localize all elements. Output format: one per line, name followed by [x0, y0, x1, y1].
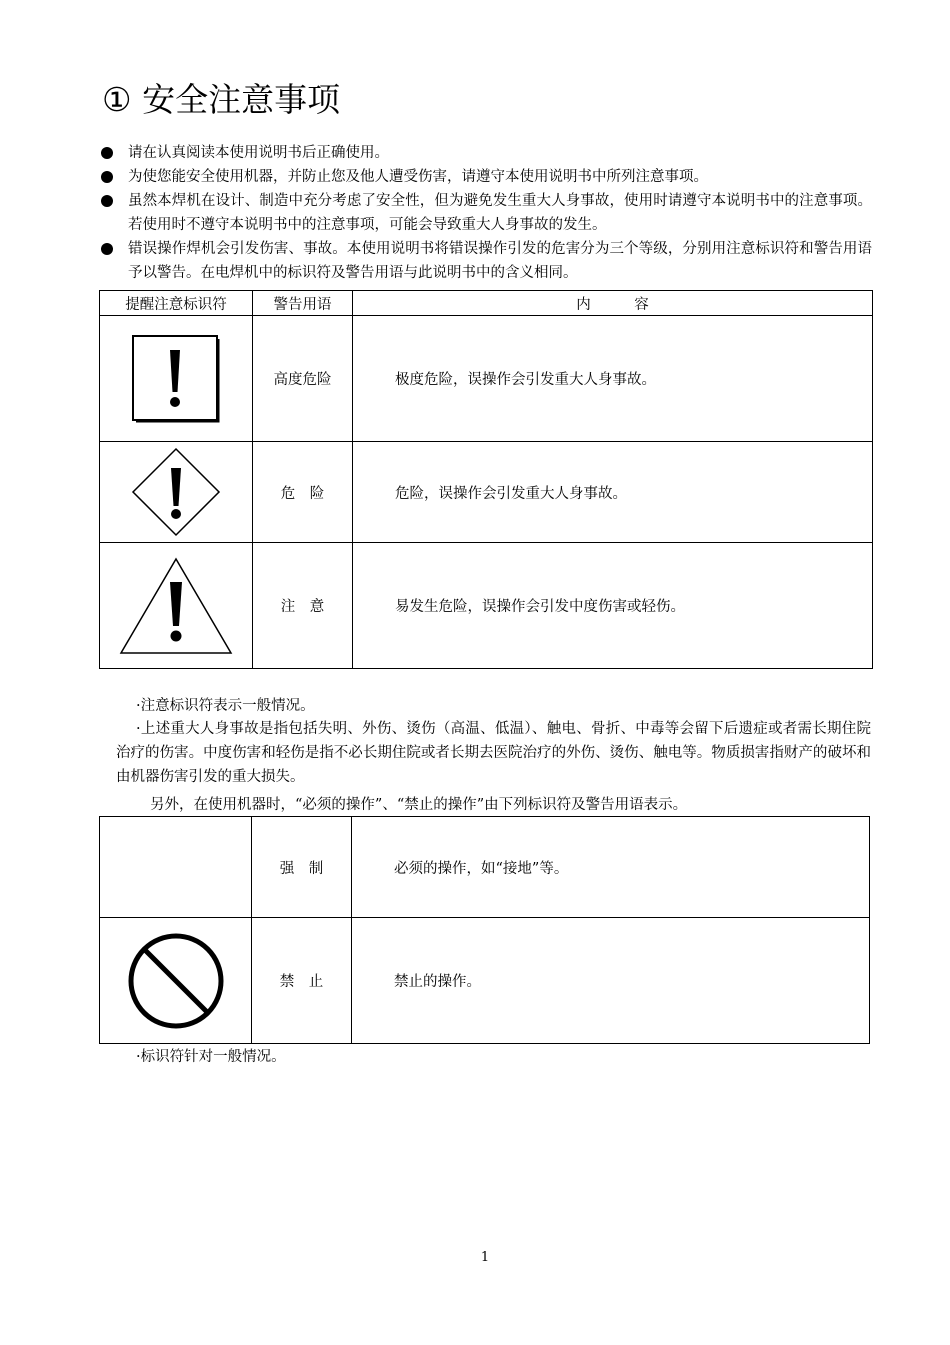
note-definitions: ·上述重大人身事故是指包括失明、外伤、烫伤（高温、低温）、触电、骨折、中毒等会留下后遗症或者需长期住院治疗的伤害。中度伤害和轻伤是指不必长期住院或者长期去医院治疗的外伤、烫伤、触电等。物质损害指财产的破坏和由机器伤害引发的重大损失。	[116, 721, 871, 785]
bullet-text: 错误操作焊机会引发伤害、事故。本使用说明书将错误操作引发的危害分为三个等级，分别用注意标识符和警告用语予以警告。在电焊机中的标识符及警告用语与此说明书中的含义相同。	[128, 241, 872, 281]
bullet-item	[100, 189, 872, 237]
symbol-cell	[100, 918, 252, 1044]
table-row	[100, 442, 873, 543]
bullet-text: 虽然本焊机在设计、制造中充分考虑了安全性，但为避免发生重大人身事故，使用时请遵守本说明书中的注意事项。若使用时不遵守本说明书中的注意事项，可能会导致重大人身事故的发生。	[128, 193, 872, 233]
page-number: 1	[480, 1250, 490, 1265]
term-cell: 高度危险	[253, 316, 353, 442]
term-cell: 危 险	[253, 442, 353, 543]
exclamation-diamond-icon	[130, 446, 222, 538]
table-row	[100, 817, 870, 918]
safety-bullet-list	[100, 141, 872, 285]
exclamation-triangle-icon	[118, 556, 234, 656]
note-general: ·注意标识符表示一般情况。	[136, 698, 315, 714]
bullet-text: 请在认真阅读本使用说明书后正确使用。	[128, 145, 389, 161]
table-row	[100, 918, 870, 1044]
content-cell: 极度危险，误操作会引发重大人身事故。	[353, 316, 873, 442]
bullet-item	[100, 141, 872, 165]
bullet-dot-icon	[101, 171, 113, 183]
prohibition-icon	[126, 931, 226, 1031]
bullet-item	[100, 237, 872, 285]
operation-symbols-table	[99, 816, 870, 1044]
term-cell: 注 意	[253, 543, 353, 669]
table-header-row	[100, 291, 873, 316]
header-symbol: 提醒注意标识符	[100, 291, 253, 316]
header-content: 内 容	[353, 291, 873, 316]
term-cell: 禁 止	[252, 918, 352, 1044]
header-term: 警告用语	[253, 291, 353, 316]
symbol-cell	[100, 442, 253, 543]
warning-levels-table	[99, 290, 873, 669]
bullet-item	[100, 165, 872, 189]
note-operations-intro: 另外，在使用机器时，“必须的操作”、“禁止的操作”由下列标识符及警告用语表示。	[150, 797, 688, 813]
exclamation-square-icon	[131, 334, 221, 424]
symbol-cell	[100, 817, 252, 918]
bullet-text: 为使您能安全使用机器，并防止您及他人遭受伤害，请遵守本使用说明书中所列注意事项。	[128, 169, 708, 185]
table-row	[100, 543, 873, 669]
page-title: ① 安全注意事项	[102, 80, 341, 119]
content-cell: 易发生危险，误操作会引发中度伤害或轻伤。	[353, 543, 873, 669]
symbol-cell	[100, 543, 253, 669]
bullet-dot-icon	[101, 147, 113, 159]
bullet-dot-icon	[101, 195, 113, 207]
bullet-dot-icon	[101, 243, 113, 255]
content-cell: 必须的操作，如“接地”等。	[352, 817, 870, 918]
symbol-cell	[100, 316, 253, 442]
content-cell: 危险，误操作会引发重大人身事故。	[353, 442, 873, 543]
content-cell: 禁止的操作。	[352, 918, 870, 1044]
table-row	[100, 316, 873, 442]
term-cell: 强 制	[252, 817, 352, 918]
note-symbols-general: ·标识符针对一般情况。	[136, 1049, 286, 1065]
